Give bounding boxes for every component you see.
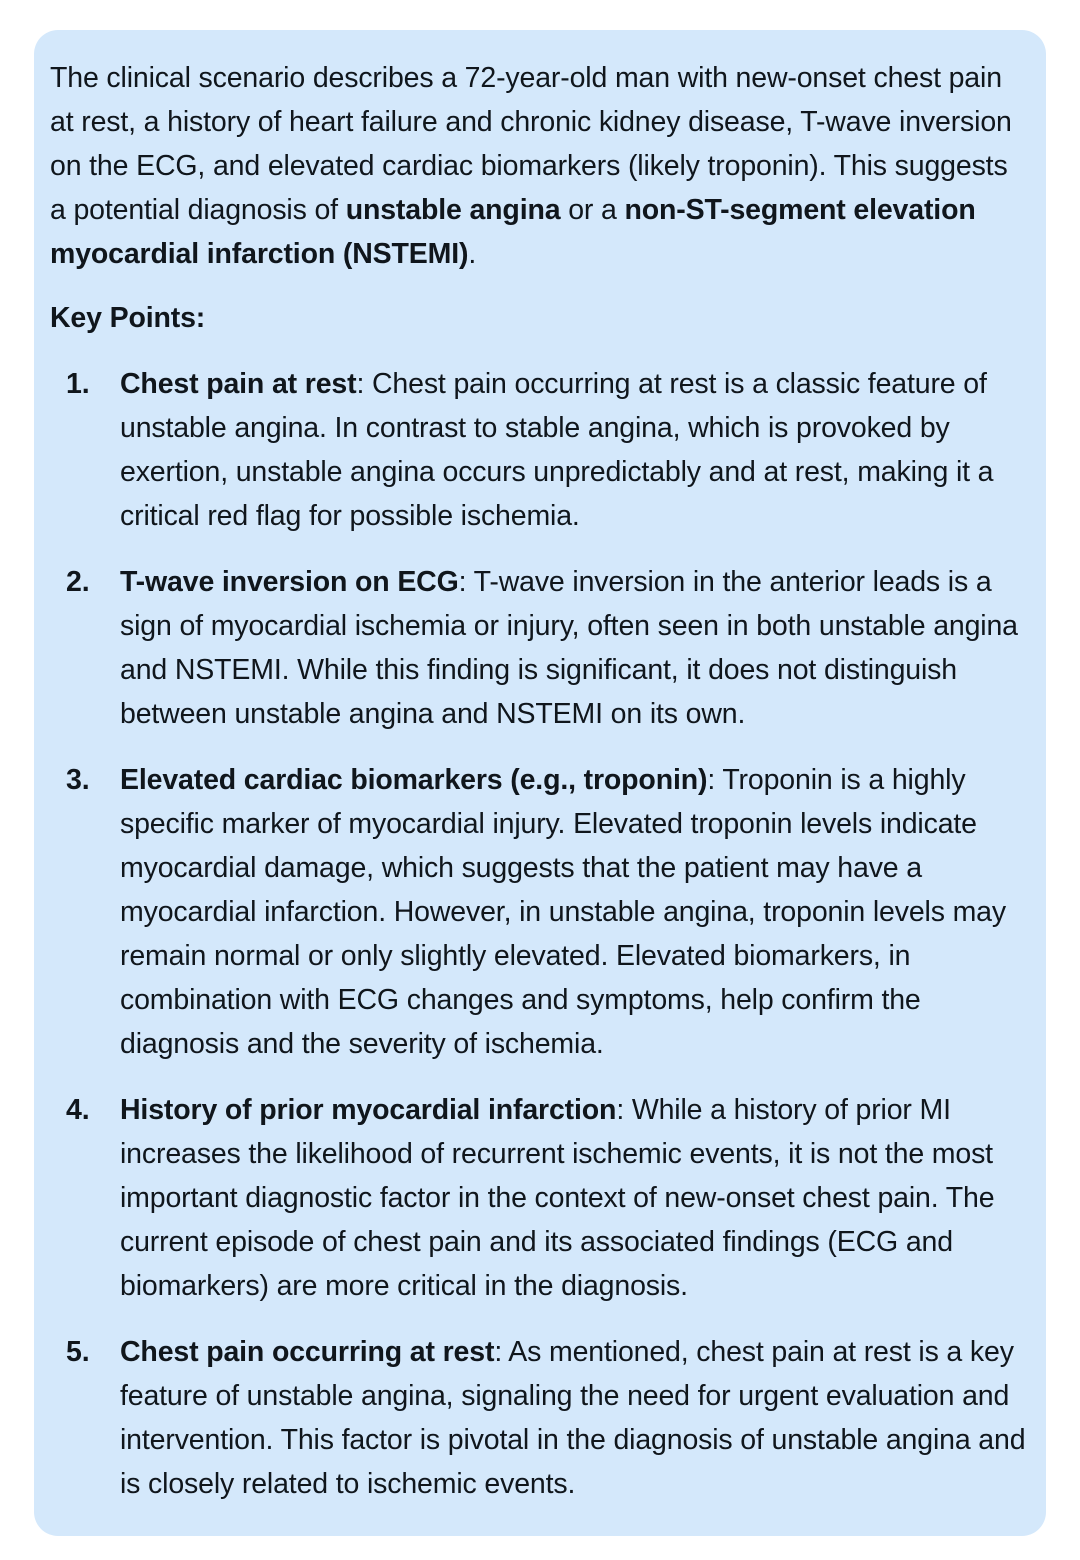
list-item-body: : Troponin is a highly specific marker of myocardial injury. Elevated troponin levels indicate myocardial damage, which suggests that the patient may have a myocardial infarction. However, in unstable angina, troponin levels may remain normal or only slightly elevated. Elevated biomarkers, in combination with ECG changes and symptoms, help confirm the diagnosis and the severity of ischemia. xyxy=(120,764,1006,1060)
list-item xyxy=(50,1330,1028,1506)
list-item xyxy=(50,1088,1028,1308)
list-item-body: : T-wave inversion in the anterior leads is a sign of myocardial ischemia or injury, often seen in both unstable angina and NSTEMI. While this finding is significant, it does not distinguish between unstable angina and NSTEMI on its own. xyxy=(120,566,1018,730)
list-item-number xyxy=(66,758,110,802)
intro-paragraph xyxy=(50,56,1028,276)
list-item xyxy=(50,362,1028,538)
list-item-body: : As mentioned, chest pain at rest is a key feature of unstable angina, signaling the need for urgent evaluation and intervention. This factor is pivotal in the diagnosis of unstable angina and is closely related to ischemic events. xyxy=(120,1336,1026,1500)
key-points-heading: Key Points: xyxy=(50,302,206,334)
list-item-number xyxy=(66,560,110,604)
key-points-list xyxy=(50,362,1028,1506)
intro-text-part-1: The clinical scenario describes a 72-year-old man with new-onset chest pain at rest, a history of heart failure and chronic kidney disease, T-wave inversion on the ECG, and elevated cardiac biomarkers (likely troponin). This suggests a potential diagnosis of xyxy=(50,62,1012,226)
list-item xyxy=(50,758,1028,1066)
intro-emphasis-nstemi: non-ST-segment elevation myocardial infarction (NSTEMI) xyxy=(50,194,976,270)
list-item-lead: Chest pain occurring at rest xyxy=(120,1336,495,1368)
list-item xyxy=(50,560,1028,736)
list-item-lead: History of prior myocardial infarction xyxy=(120,1094,617,1126)
list-item-number xyxy=(66,1330,110,1374)
list-item-number xyxy=(66,362,110,406)
list-item-number xyxy=(66,1088,110,1132)
list-item-lead: Elevated cardiac biomarkers (e.g., troponin) xyxy=(120,764,708,796)
list-item-body: : Chest pain occurring at rest is a classic feature of unstable angina. In contrast to stable angina, which is provoked by exertion, unstable angina occurs unpredictably and at rest, making it a critical red flag for possible ischemia. xyxy=(120,368,994,532)
intro-text-part-3: . xyxy=(468,238,477,270)
list-item-body: : While a history of prior MI increases the likelihood of recurrent ischemic events, it is not the most important diagnostic factor in the context of new-onset chest pain. The current episode of chest pain and its associated findings (ECG and biomarkers) are more critical in the diagnosis. xyxy=(120,1094,995,1302)
answer-card xyxy=(34,30,1046,1536)
list-item-lead: T-wave inversion on ECG xyxy=(120,566,459,598)
intro-text-part-2: or a xyxy=(560,194,625,226)
intro-emphasis-unstable-angina: unstable angina xyxy=(345,194,561,226)
list-item-lead: Chest pain at rest xyxy=(120,368,357,400)
